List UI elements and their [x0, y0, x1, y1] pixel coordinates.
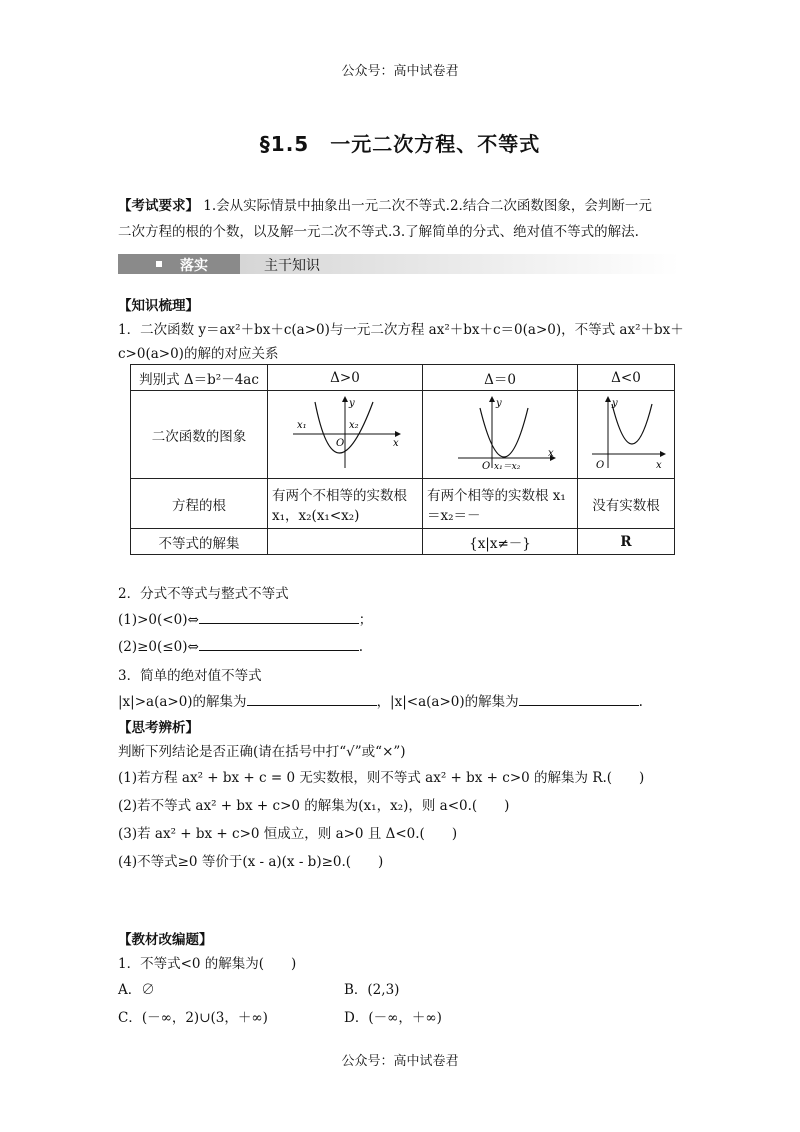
option-a: A．∅ — [118, 982, 155, 998]
section-band — [118, 254, 680, 274]
requirements-text1: 1.会从实际情景中抽象出一元二次不等式.2.结合二次函数图象，会判断一元 — [203, 198, 652, 214]
table-header-cell: 判别式 Δ＝b²－4ac — [131, 365, 268, 391]
table-header-cell: Δ>0 — [268, 365, 423, 391]
svg-text:x₁: x₁ — [297, 419, 307, 431]
svg-text:O: O — [482, 460, 491, 472]
svg-text:x: x — [393, 437, 399, 449]
svg-text:x₂: x₂ — [349, 419, 359, 431]
thinking-item: (1)若方程 ax² + bx + c = 0 无实数根，则不等式 ax² + bx + c>0 的解集为 R.( ) — [118, 770, 645, 786]
graph-two-roots — [268, 391, 423, 479]
square-bullet-icon — [156, 261, 162, 267]
table-header-cell: Δ<0 — [578, 365, 675, 391]
svg-text:x₁＝x₂: x₁＝x₂ — [494, 461, 521, 472]
option-b: B．(2,3) — [344, 982, 400, 998]
svg-text:O: O — [336, 437, 345, 449]
knowledge-item3-line: |x|>a(a>0)的解集为 ，|x|<a(a>0)的解集为 . — [118, 690, 643, 710]
thinking-item: (3)若 ax² + bx + c>0 恒成立，则 a>0 且 Δ<0.( ) — [118, 826, 458, 842]
knowledge-item1-line2: c>0(a>0)的解的对应关系 — [118, 346, 279, 362]
option-d: D．(－∞，＋∞) — [344, 1010, 442, 1026]
requirements-tag: 【考试要求】 — [118, 198, 199, 214]
knowledge-item2-a: (1)>0(<0)⇔ ； — [118, 608, 372, 628]
svg-text:x: x — [656, 459, 662, 471]
svg-text:O: O — [596, 459, 605, 471]
band-label-sub: 主干知识 — [264, 258, 320, 274]
answer-blank[interactable] — [199, 636, 359, 651]
textbook-tag: 【教材改编题】 — [118, 932, 213, 948]
thinking-item: (4)不等式≥0 等价于(x - a)(x - b)≥0.( ) — [118, 854, 384, 870]
thinking-tag: 【思考辨析】 — [118, 720, 199, 736]
band-label-main: 落实 — [180, 258, 208, 274]
table-cell: 没有实数根 — [578, 479, 675, 529]
table-cell: 有两个相等的实数根 x₁＝x₂＝－ — [423, 479, 578, 529]
parabola-no-root-graph — [584, 394, 668, 472]
correspondence-table — [130, 364, 675, 555]
svg-text:x: x — [548, 447, 554, 459]
table-cell: R — [578, 529, 675, 555]
parabola-double-root-graph — [440, 394, 560, 472]
table-row-label: 方程的根 — [131, 479, 268, 529]
requirements-line1 — [118, 194, 652, 214]
table-row-label: 二次函数的图象 — [131, 391, 268, 479]
table-row-label: 不等式的解集 — [131, 529, 268, 555]
knowledge-item2-b: (2)≥0(≤0)⇔ . — [118, 636, 363, 655]
graph-double-root — [423, 391, 578, 479]
requirements-line2: 二次方程的根的个数，以及解一元二次不等式.3.了解简单的分式、绝对值不等式的解法. — [118, 224, 639, 240]
knowledge-item1-line1: 1．二次函数 y＝ax²＋bx＋c(a>0)与一元二次方程 ax²＋bx＋c＝0(a>0)，不等式 ax²＋bx＋ — [118, 322, 684, 338]
knowledge-item2: 2．分式不等式与整式不等式 — [118, 586, 289, 602]
textbook-question-1: 1．不等式<0 的解集为( ) — [118, 956, 297, 972]
svg-text:y: y — [612, 397, 618, 409]
knowledge-tag: 【知识梳理】 — [118, 298, 199, 314]
page-title: §1.5 一元二次方程、不等式 — [259, 132, 541, 156]
table-cell: {x|x≠－} — [423, 529, 578, 555]
answer-blank[interactable] — [247, 691, 377, 706]
answer-blank[interactable] — [199, 609, 359, 624]
answer-blank[interactable] — [519, 691, 639, 706]
table-header-cell: Δ＝0 — [423, 365, 578, 391]
svg-text:y: y — [496, 397, 502, 409]
parabola-two-roots-graph — [285, 394, 405, 472]
table-cell: 有两个不相等的实数根 x₁，x₂(x₁<x₂) — [268, 479, 423, 529]
option-c: C．(－∞，2)∪(3，＋∞) — [118, 1010, 268, 1026]
svg-text:y: y — [349, 397, 355, 409]
thinking-intro: 判断下列结论是否正确(请在括号中打“√”或“×”) — [118, 744, 406, 760]
page-footer: 公众号：高中试卷君 — [341, 1054, 459, 1069]
table-cell — [268, 529, 423, 555]
thinking-item: (2)若不等式 ax² + bx + c>0 的解集为(x₁，x₂)，则 a<0.( ) — [118, 798, 510, 814]
graph-no-root — [578, 391, 675, 479]
page-header: 公众号：高中试卷君 — [341, 64, 459, 79]
knowledge-item3: 3．简单的绝对值不等式 — [118, 668, 262, 684]
